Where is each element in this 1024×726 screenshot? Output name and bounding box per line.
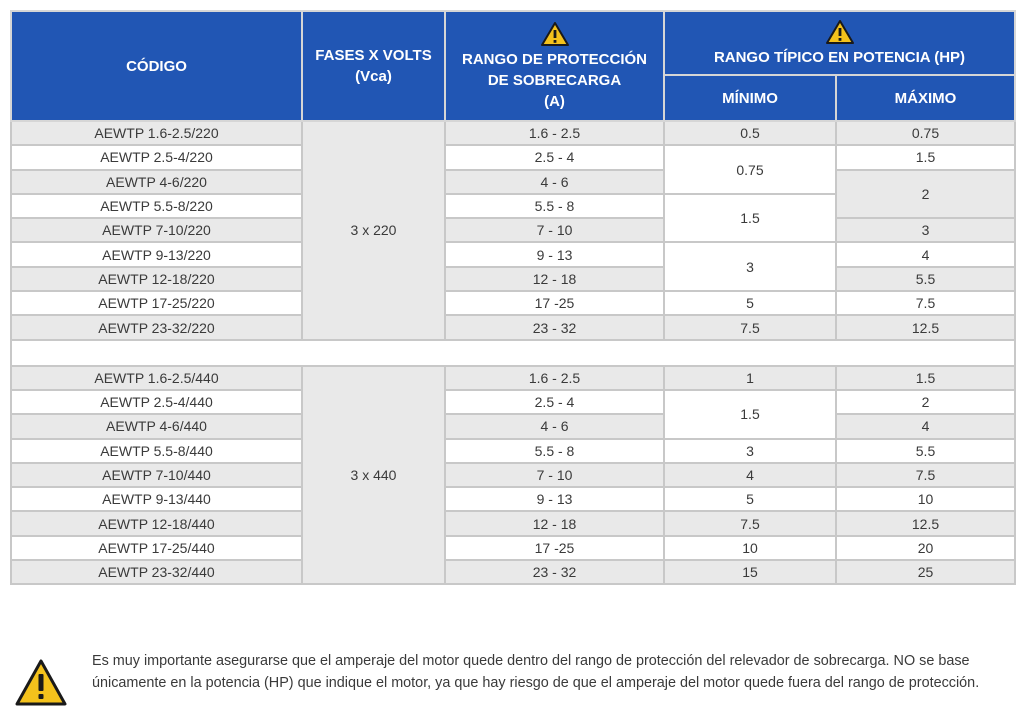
range-cell: 12 - 18 bbox=[445, 267, 664, 291]
max-cell: 25 bbox=[836, 560, 1015, 584]
range-cell: 17 -25 bbox=[445, 291, 664, 315]
table-row bbox=[11, 536, 1015, 560]
header-minimo: MÍNIMO bbox=[664, 75, 836, 121]
table-row bbox=[11, 267, 1015, 291]
max-cell: 0.75 bbox=[836, 121, 1015, 145]
table-row bbox=[11, 366, 1015, 390]
range-cell: 4 - 6 bbox=[445, 170, 664, 194]
range-cell: 9 - 13 bbox=[445, 487, 664, 511]
code-cell: AEWTP 2.5-4/440 bbox=[11, 390, 302, 414]
min-cell: 1.5 bbox=[664, 194, 836, 243]
range-cell: 5.5 - 8 bbox=[445, 439, 664, 463]
code-cell: AEWTP 1.6-2.5/440 bbox=[11, 366, 302, 390]
range-cell: 7 - 10 bbox=[445, 218, 664, 242]
table-row bbox=[11, 414, 1015, 438]
code-cell: AEWTP 9-13/220 bbox=[11, 242, 302, 266]
table-row bbox=[11, 218, 1015, 242]
max-cell: 1.5 bbox=[836, 145, 1015, 169]
range-cell: 23 - 32 bbox=[445, 560, 664, 584]
range-cell: 2.5 - 4 bbox=[445, 145, 664, 169]
max-cell: 2 bbox=[836, 390, 1015, 414]
spacer-cell bbox=[11, 340, 1015, 366]
table-row bbox=[11, 511, 1015, 535]
max-cell: 7.5 bbox=[836, 291, 1015, 315]
min-cell: 1.5 bbox=[664, 390, 836, 439]
max-cell: 20 bbox=[836, 536, 1015, 560]
header-rango-line1: RANGO DE PROTECCIÓN bbox=[461, 50, 647, 68]
table-row bbox=[11, 121, 1015, 145]
header-potencia bbox=[664, 11, 1015, 75]
warning-icon bbox=[540, 21, 570, 47]
code-cell: AEWTP 9-13/440 bbox=[11, 487, 302, 511]
min-cell: 7.5 bbox=[664, 315, 836, 339]
table-row bbox=[11, 463, 1015, 487]
min-cell: 0.75 bbox=[664, 145, 836, 194]
fases-cell: 3 x 440 bbox=[302, 366, 445, 585]
table-row bbox=[11, 315, 1015, 339]
max-cell: 10 bbox=[836, 487, 1015, 511]
code-cell: AEWTP 17-25/220 bbox=[11, 291, 302, 315]
code-cell: AEWTP 7-10/440 bbox=[11, 463, 302, 487]
fases-cell: 3 x 220 bbox=[302, 121, 445, 340]
table-row bbox=[11, 560, 1015, 584]
min-cell: 15 bbox=[664, 560, 836, 584]
header-codigo: CÓDIGO bbox=[11, 11, 302, 121]
max-cell: 3 bbox=[836, 218, 1015, 242]
warning-note-text: Es muy importante asegurarse que el amperaje del motor quede dentro del rango de protección del relevador de sobrecarga. NO se base únicamente en la potencia (HP) que indique el motor, ya que hay riesgo de que el amperaje del motor quede fuera del rango de protección. bbox=[92, 653, 980, 691]
range-cell: 23 - 32 bbox=[445, 315, 664, 339]
max-cell: 4 bbox=[836, 242, 1015, 266]
header-potencia-label: RANGO TÍPICO EN POTENCIA (HP) bbox=[713, 48, 966, 66]
range-cell: 5.5 - 8 bbox=[445, 194, 664, 218]
header-fases bbox=[302, 11, 445, 121]
min-cell: 1 bbox=[664, 366, 836, 390]
min-cell: 10 bbox=[664, 536, 836, 560]
max-cell: 1.5 bbox=[836, 366, 1015, 390]
range-cell: 12 - 18 bbox=[445, 511, 664, 535]
table-row bbox=[11, 487, 1015, 511]
code-cell: AEWTP 23-32/440 bbox=[11, 560, 302, 584]
code-cell: AEWTP 23-32/220 bbox=[11, 315, 302, 339]
min-cell: 4 bbox=[664, 463, 836, 487]
table-row bbox=[11, 439, 1015, 463]
min-cell: 5 bbox=[664, 291, 836, 315]
code-cell: AEWTP 5.5-8/440 bbox=[11, 439, 302, 463]
range-cell: 7 - 10 bbox=[445, 463, 664, 487]
table-row bbox=[11, 390, 1015, 414]
warning-note bbox=[14, 650, 1014, 720]
max-cell: 12.5 bbox=[836, 315, 1015, 339]
code-cell: AEWTP 4-6/440 bbox=[11, 414, 302, 438]
code-cell: AEWTP 5.5-8/220 bbox=[11, 194, 302, 218]
header-fases-line2: (Vca) bbox=[355, 68, 392, 85]
warning-icon bbox=[825, 19, 855, 45]
table-row bbox=[11, 145, 1015, 169]
code-cell: AEWTP 7-10/220 bbox=[11, 218, 302, 242]
header-rango-line3: (A) bbox=[544, 92, 565, 110]
min-cell: 5 bbox=[664, 487, 836, 511]
code-cell: AEWTP 1.6-2.5/220 bbox=[11, 121, 302, 145]
range-cell: 1.6 - 2.5 bbox=[445, 121, 664, 145]
header-rango bbox=[445, 11, 664, 121]
header-maximo: MÁXIMO bbox=[836, 75, 1015, 121]
range-cell: 4 - 6 bbox=[445, 414, 664, 438]
table-row bbox=[11, 291, 1015, 315]
max-cell: 5.5 bbox=[836, 439, 1015, 463]
spacer-row bbox=[11, 340, 1015, 366]
range-cell: 17 -25 bbox=[445, 536, 664, 560]
min-cell: 7.5 bbox=[664, 511, 836, 535]
code-cell: AEWTP 4-6/220 bbox=[11, 170, 302, 194]
table-row bbox=[11, 242, 1015, 266]
spec-table bbox=[10, 10, 1016, 585]
min-cell: 3 bbox=[664, 242, 836, 291]
max-cell: 5.5 bbox=[836, 267, 1015, 291]
code-cell: AEWTP 12-18/440 bbox=[11, 511, 302, 535]
min-cell: 3 bbox=[664, 439, 836, 463]
min-cell: 0.5 bbox=[664, 121, 836, 145]
code-cell: AEWTP 12-18/220 bbox=[11, 267, 302, 291]
max-cell: 7.5 bbox=[836, 463, 1015, 487]
code-cell: AEWTP 2.5-4/220 bbox=[11, 145, 302, 169]
code-cell: AEWTP 17-25/440 bbox=[11, 536, 302, 560]
table-row bbox=[11, 170, 1015, 194]
header-fases-line1: FASES X VOLTS bbox=[315, 47, 432, 64]
range-cell: 9 - 13 bbox=[445, 242, 664, 266]
warning-icon bbox=[14, 658, 68, 708]
range-cell: 2.5 - 4 bbox=[445, 390, 664, 414]
max-cell: 4 bbox=[836, 414, 1015, 438]
header-rango-line2: DE SOBRECARGA bbox=[487, 71, 622, 89]
max-cell: 2 bbox=[836, 170, 1015, 219]
max-cell: 12.5 bbox=[836, 511, 1015, 535]
range-cell: 1.6 - 2.5 bbox=[445, 366, 664, 390]
